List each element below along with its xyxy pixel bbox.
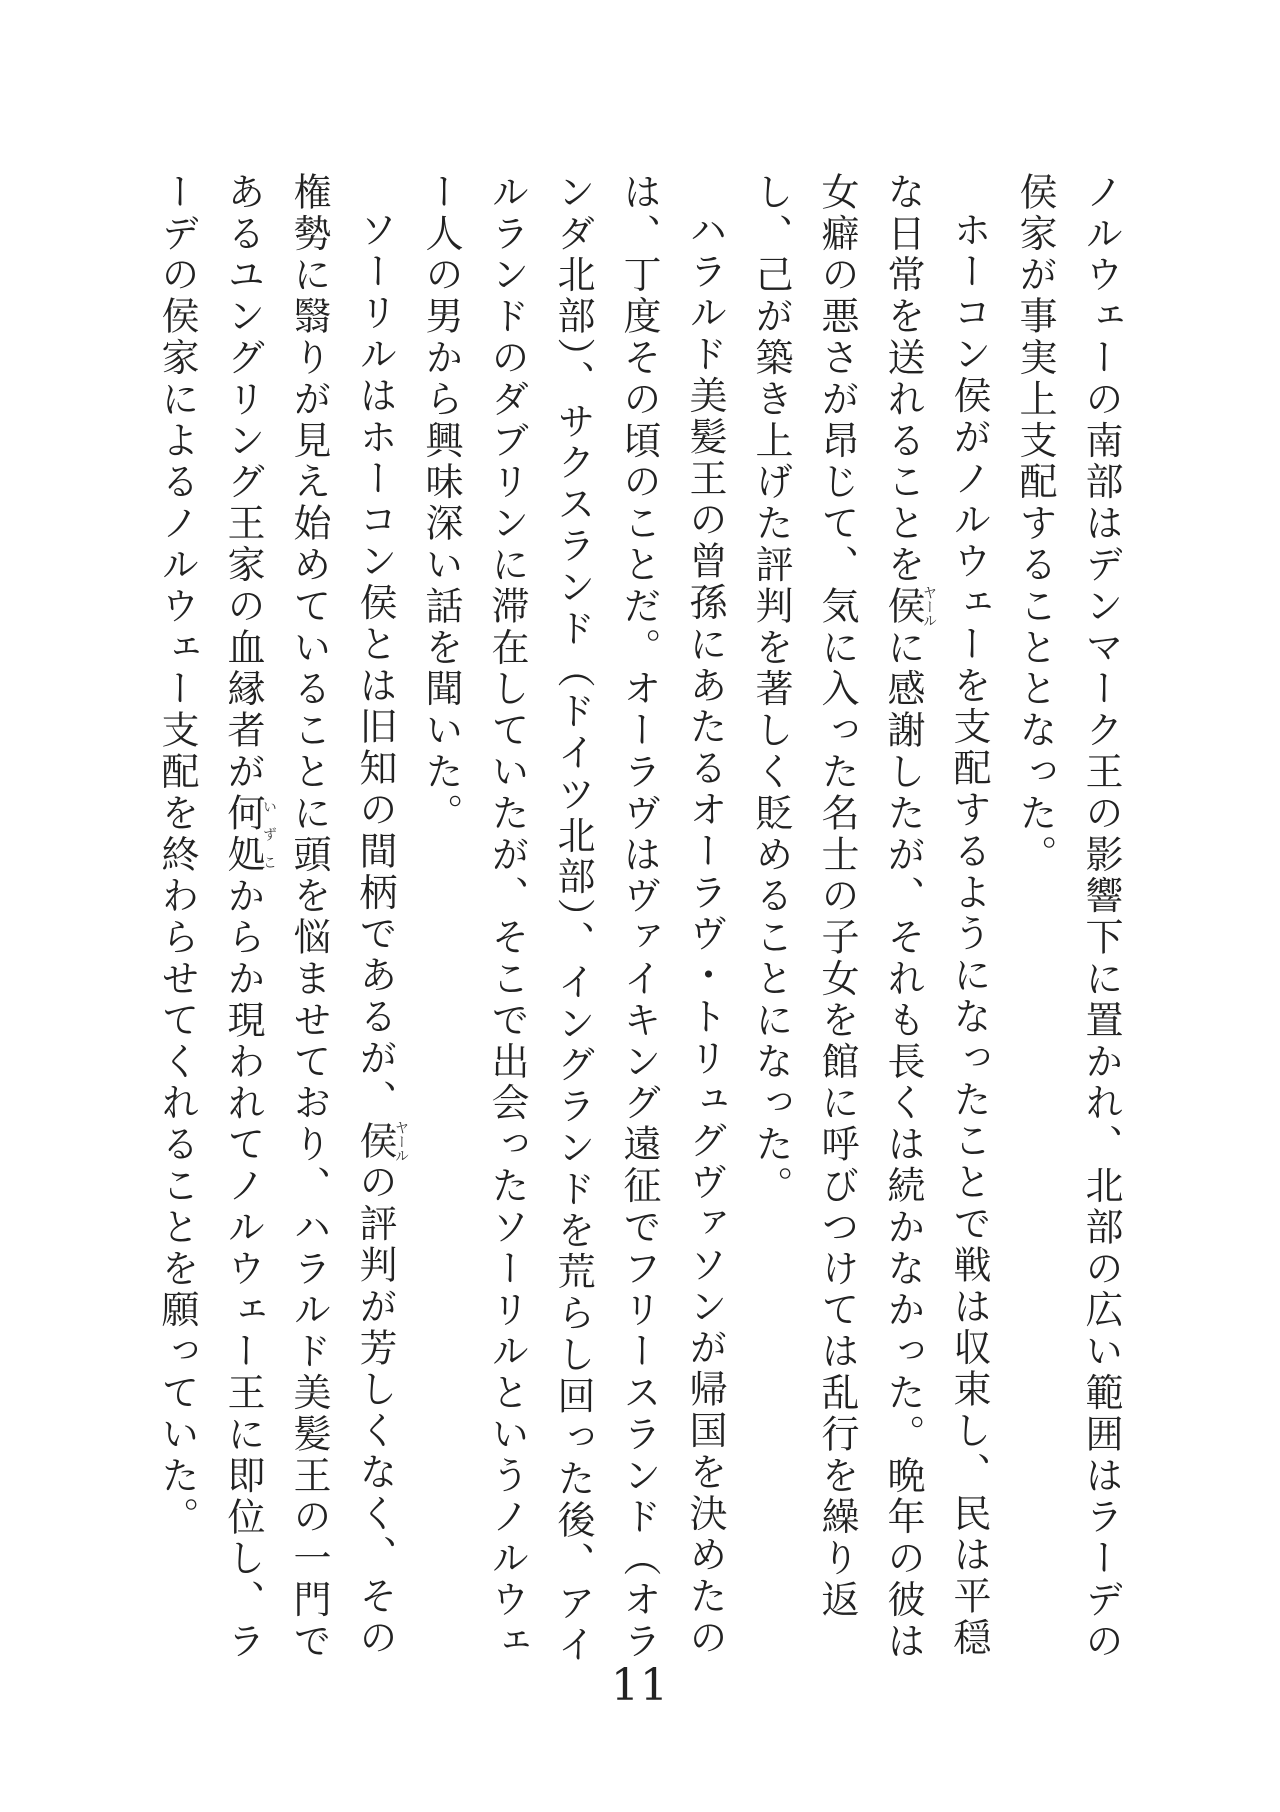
paragraph [738, 172, 1002, 1672]
text-run: ハラルド美髪王の曾孫にあたるオーラヴ・トリュグヴァソンが帰国を決めたのは、丁度その頃のことだ。オーラヴはヴァイキング遠征でフリースランド（オランダ北部）、サクスランド（ドイツ北部）、イングランドを荒らし回った後、アイルランドのダブリンに滞在していたが、そこで出会ったソーリルというノルウェー人の男から興味深い話を聞いた。 [419, 172, 727, 1666]
ruby-base: 侯 [881, 585, 925, 628]
ruby-annotated-word [353, 1120, 409, 1163]
text-run: の評判が芳しくなく、その権勢に翳りが見え始めていることに頭を悩ませており、ハラルド美髪王の一門であるユングリング王家の血縁者が [221, 172, 397, 1663]
text-run: からか現われてノルウェー王に即位し、ラーデの侯家によるノルウェー支配を終わらせてくれることを願っていた。 [155, 172, 265, 1663]
ruby-annotated-word [221, 793, 277, 876]
paragraph [1002, 172, 1134, 1672]
paragraph [144, 172, 408, 1672]
text-run: に感謝したが、それも長くは続かなかった。晩年の彼は女癖の悪さが昂じて、気に入った名士の子女を館に呼びつけては乱行を繰り返し、己が築き上げた評判を著しく貶めることになった。 [749, 172, 925, 1663]
ruby-reading: ヤール [921, 585, 937, 628]
ruby-reading: いずこ [261, 793, 277, 876]
ruby-base: 何処 [221, 793, 265, 876]
ruby-annotated-word [881, 585, 937, 628]
paragraph [408, 172, 738, 1672]
text-run: ソーリルはホーコン侯とは旧知の間柄であるが、 [353, 210, 397, 1121]
ruby-reading: ヤール [393, 1120, 409, 1163]
page-number: 11 [611, 1660, 669, 1711]
text-run: ノルウェーの南部はデンマーク王の影響下に置かれ、北部の広い範囲はラーデの侯家が事実上支配することとなった。 [1013, 172, 1123, 1663]
text-run: ホーコン侯がノルウェーを支配するようになったことで戦は収束し、民は平穏な日常を送れることを [881, 172, 991, 1659]
vertical-body-text [134, 172, 1134, 1672]
ruby-base: 侯 [353, 1120, 397, 1163]
